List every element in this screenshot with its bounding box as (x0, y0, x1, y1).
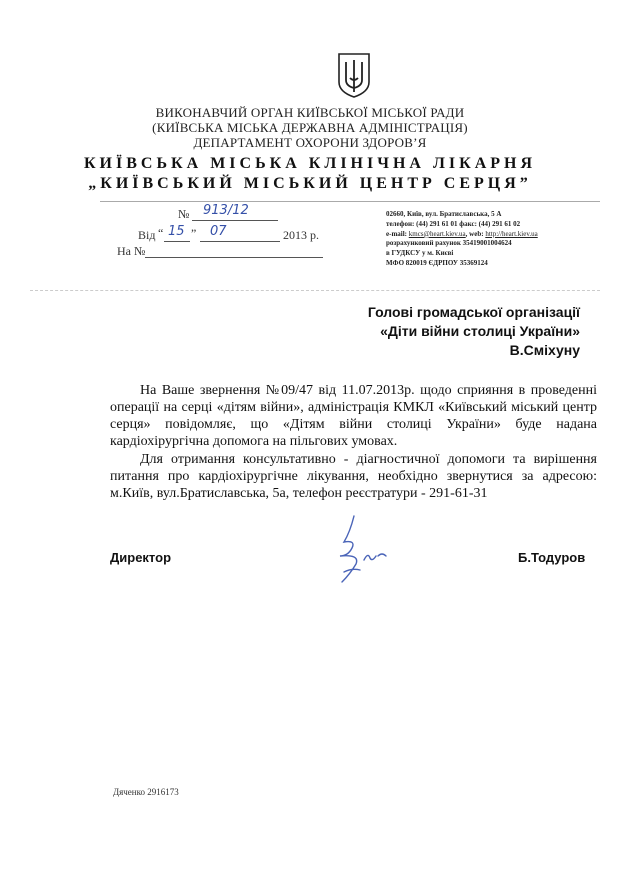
signatory-name: Б.Тодуров (518, 550, 586, 565)
addressee-name: В.Сміхуну (509, 342, 580, 358)
reg-day-value: 15 (168, 224, 185, 239)
reg-number-label: № (178, 207, 190, 221)
trident-emblem-icon (336, 52, 372, 98)
reg-ref-line (145, 243, 323, 258)
org-name-line-1: ВИКОНАВЧИЙ ОРГАН КИЇВСЬКОЇ МІСЬКОЇ РАДИ (155, 105, 465, 120)
contact-treasury: в ГУДКСУ у м. Києві (386, 249, 454, 258)
department-name: ДЕПАРТАМЕНТ ОХОРОНИ ЗДОРОВ’Я (193, 135, 427, 150)
contact-account: розрахунковий рахунок 35419001004624 (386, 239, 512, 248)
reg-ref-label: На № (117, 244, 146, 258)
addressee-line-1: Голові громадської організації (367, 304, 580, 320)
hospital-name-line-2: „КИЇВСЬКИЙ МІСЬКИЙ ЦЕНТР СЕРЦЯ” (88, 175, 532, 192)
body-paragraph-2: Для отримання консультативно - діагностичної допомоги та вирішення питання про кардіохірургічне лікування, необхідно звернутися за адресою: м.Київ, вул.Братиславська, 5а, телефон реєстратури - 291-61-31 (110, 452, 597, 501)
quote-open: “ (158, 226, 164, 240)
contact-block (386, 210, 606, 269)
body-paragraph-1: На Ваше звернення №09/47 від 11.07.2013р. щодо сприяння в проведенні операції на серці «дітям війни», адміністрація КМКЛ «Київський міський центр серця» повідомляє, що «Дітям війни столиці України» буде надана кардіохірургічна допомога на пільгових умовах. (110, 383, 597, 449)
reg-date-prefix: Від (138, 228, 156, 242)
web-link[interactable]: http://heart.kiev.ua (485, 229, 538, 238)
signatory-title: Директор (110, 550, 172, 565)
header-divider (100, 201, 600, 202)
email-label: e-mail: (386, 229, 407, 238)
reg-number-value: 913/12 (203, 203, 249, 218)
addressee-line-2: «Діти війни столиці України» (380, 323, 580, 339)
contact-email-web: e-mail: kmcs@heart.kiev.ua, web: http://heart.kiev.ua (386, 229, 538, 238)
fold-line (30, 290, 600, 291)
email-link[interactable]: kmcs@heart.kiev.ua (408, 229, 466, 238)
handwritten-signature (330, 512, 390, 592)
org-name-line-2: (КИЇВСЬКА МІСЬКА ДЕРЖАВНА АДМІНІСТРАЦІЯ) (152, 120, 468, 135)
contact-codes: МФО 820019 ЄДРПОУ 35369124 (386, 258, 488, 267)
contact-phone: телефон: (44) 291 61 01 факс: (44) 291 61 02 (386, 219, 521, 228)
hospital-name-line-1: КИЇВСЬКА МІСЬКА КЛІНІЧНА ЛІКАРНЯ (83, 155, 537, 172)
contact-address: 02660, Київ, вул. Братиславська, 5 А (386, 210, 502, 218)
reg-month-value: 07 (210, 224, 227, 239)
quote-close: ” (191, 226, 197, 240)
reg-year: 2013 р. (283, 228, 319, 242)
web-label: web: (469, 229, 484, 238)
executor-note: Дяченко 2916173 (113, 787, 179, 797)
